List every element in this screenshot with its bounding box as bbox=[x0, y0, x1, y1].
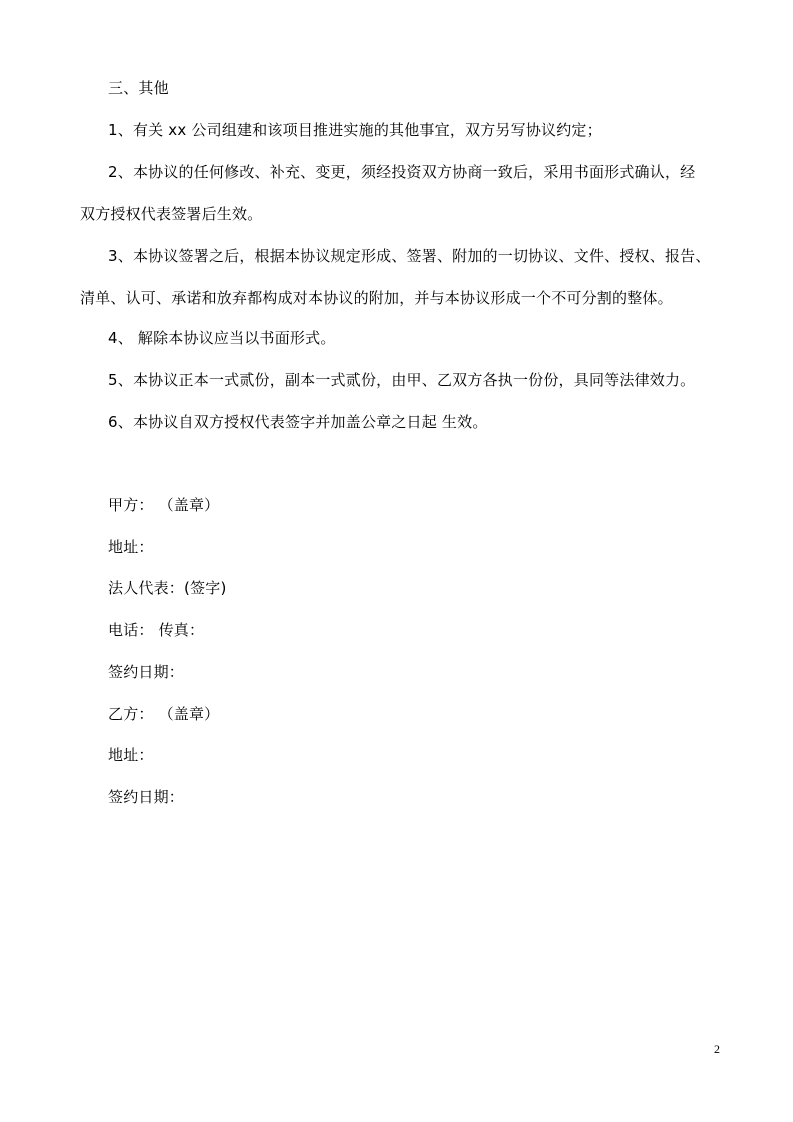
clause-2-line-2: 双方授权代表签署后生效。 bbox=[80, 205, 263, 223]
party-b-label: 乙方： （盖章） bbox=[108, 705, 220, 723]
party-b-address-label: 地址： bbox=[108, 746, 154, 764]
clause-2-line-1: 2、本协议的任何修改、补充、变更，须经投资双方协商一致后，采用书面形式确认，经 bbox=[108, 163, 696, 181]
party-a-label: 甲方： （盖章） bbox=[108, 496, 220, 514]
legal-representative-label: 法人代表：(签字) bbox=[108, 579, 227, 597]
clause-4: 4、 解除本协议应当以书面形式。 bbox=[108, 329, 336, 347]
clause-1: 1、有关 xx 公司组建和该项目推进实施的其他事宜，双方另写协议约定； bbox=[108, 121, 602, 139]
phone-fax-label: 电话： 传真： bbox=[108, 621, 205, 639]
party-a-sign-date-label: 签约日期： bbox=[108, 663, 185, 681]
clause-6: 6、本协议自双方授权代表签字并加盖公章之日起 生效。 bbox=[108, 413, 488, 431]
section-heading: 三、其他 bbox=[108, 79, 169, 97]
clause-5: 5、本协议正本一式贰份，副本一式贰份，由甲、乙双方各执一份份，具同等法律效力。 bbox=[108, 371, 696, 389]
party-b-sign-date-label: 签约日期： bbox=[108, 788, 185, 806]
page-number: 2 bbox=[714, 1042, 720, 1056]
clause-3-line-1: 3、本协议签署之后，根据本协议规定形成、签署、附加的一切协议、文件、授权、报告、 bbox=[108, 247, 711, 265]
clause-3-line-2: 清单、认可、承诺和放弃都构成对本协议的附加，并与本协议形成一个不可分割的整体。 bbox=[80, 289, 673, 307]
party-a-address-label: 地址： bbox=[108, 538, 154, 556]
